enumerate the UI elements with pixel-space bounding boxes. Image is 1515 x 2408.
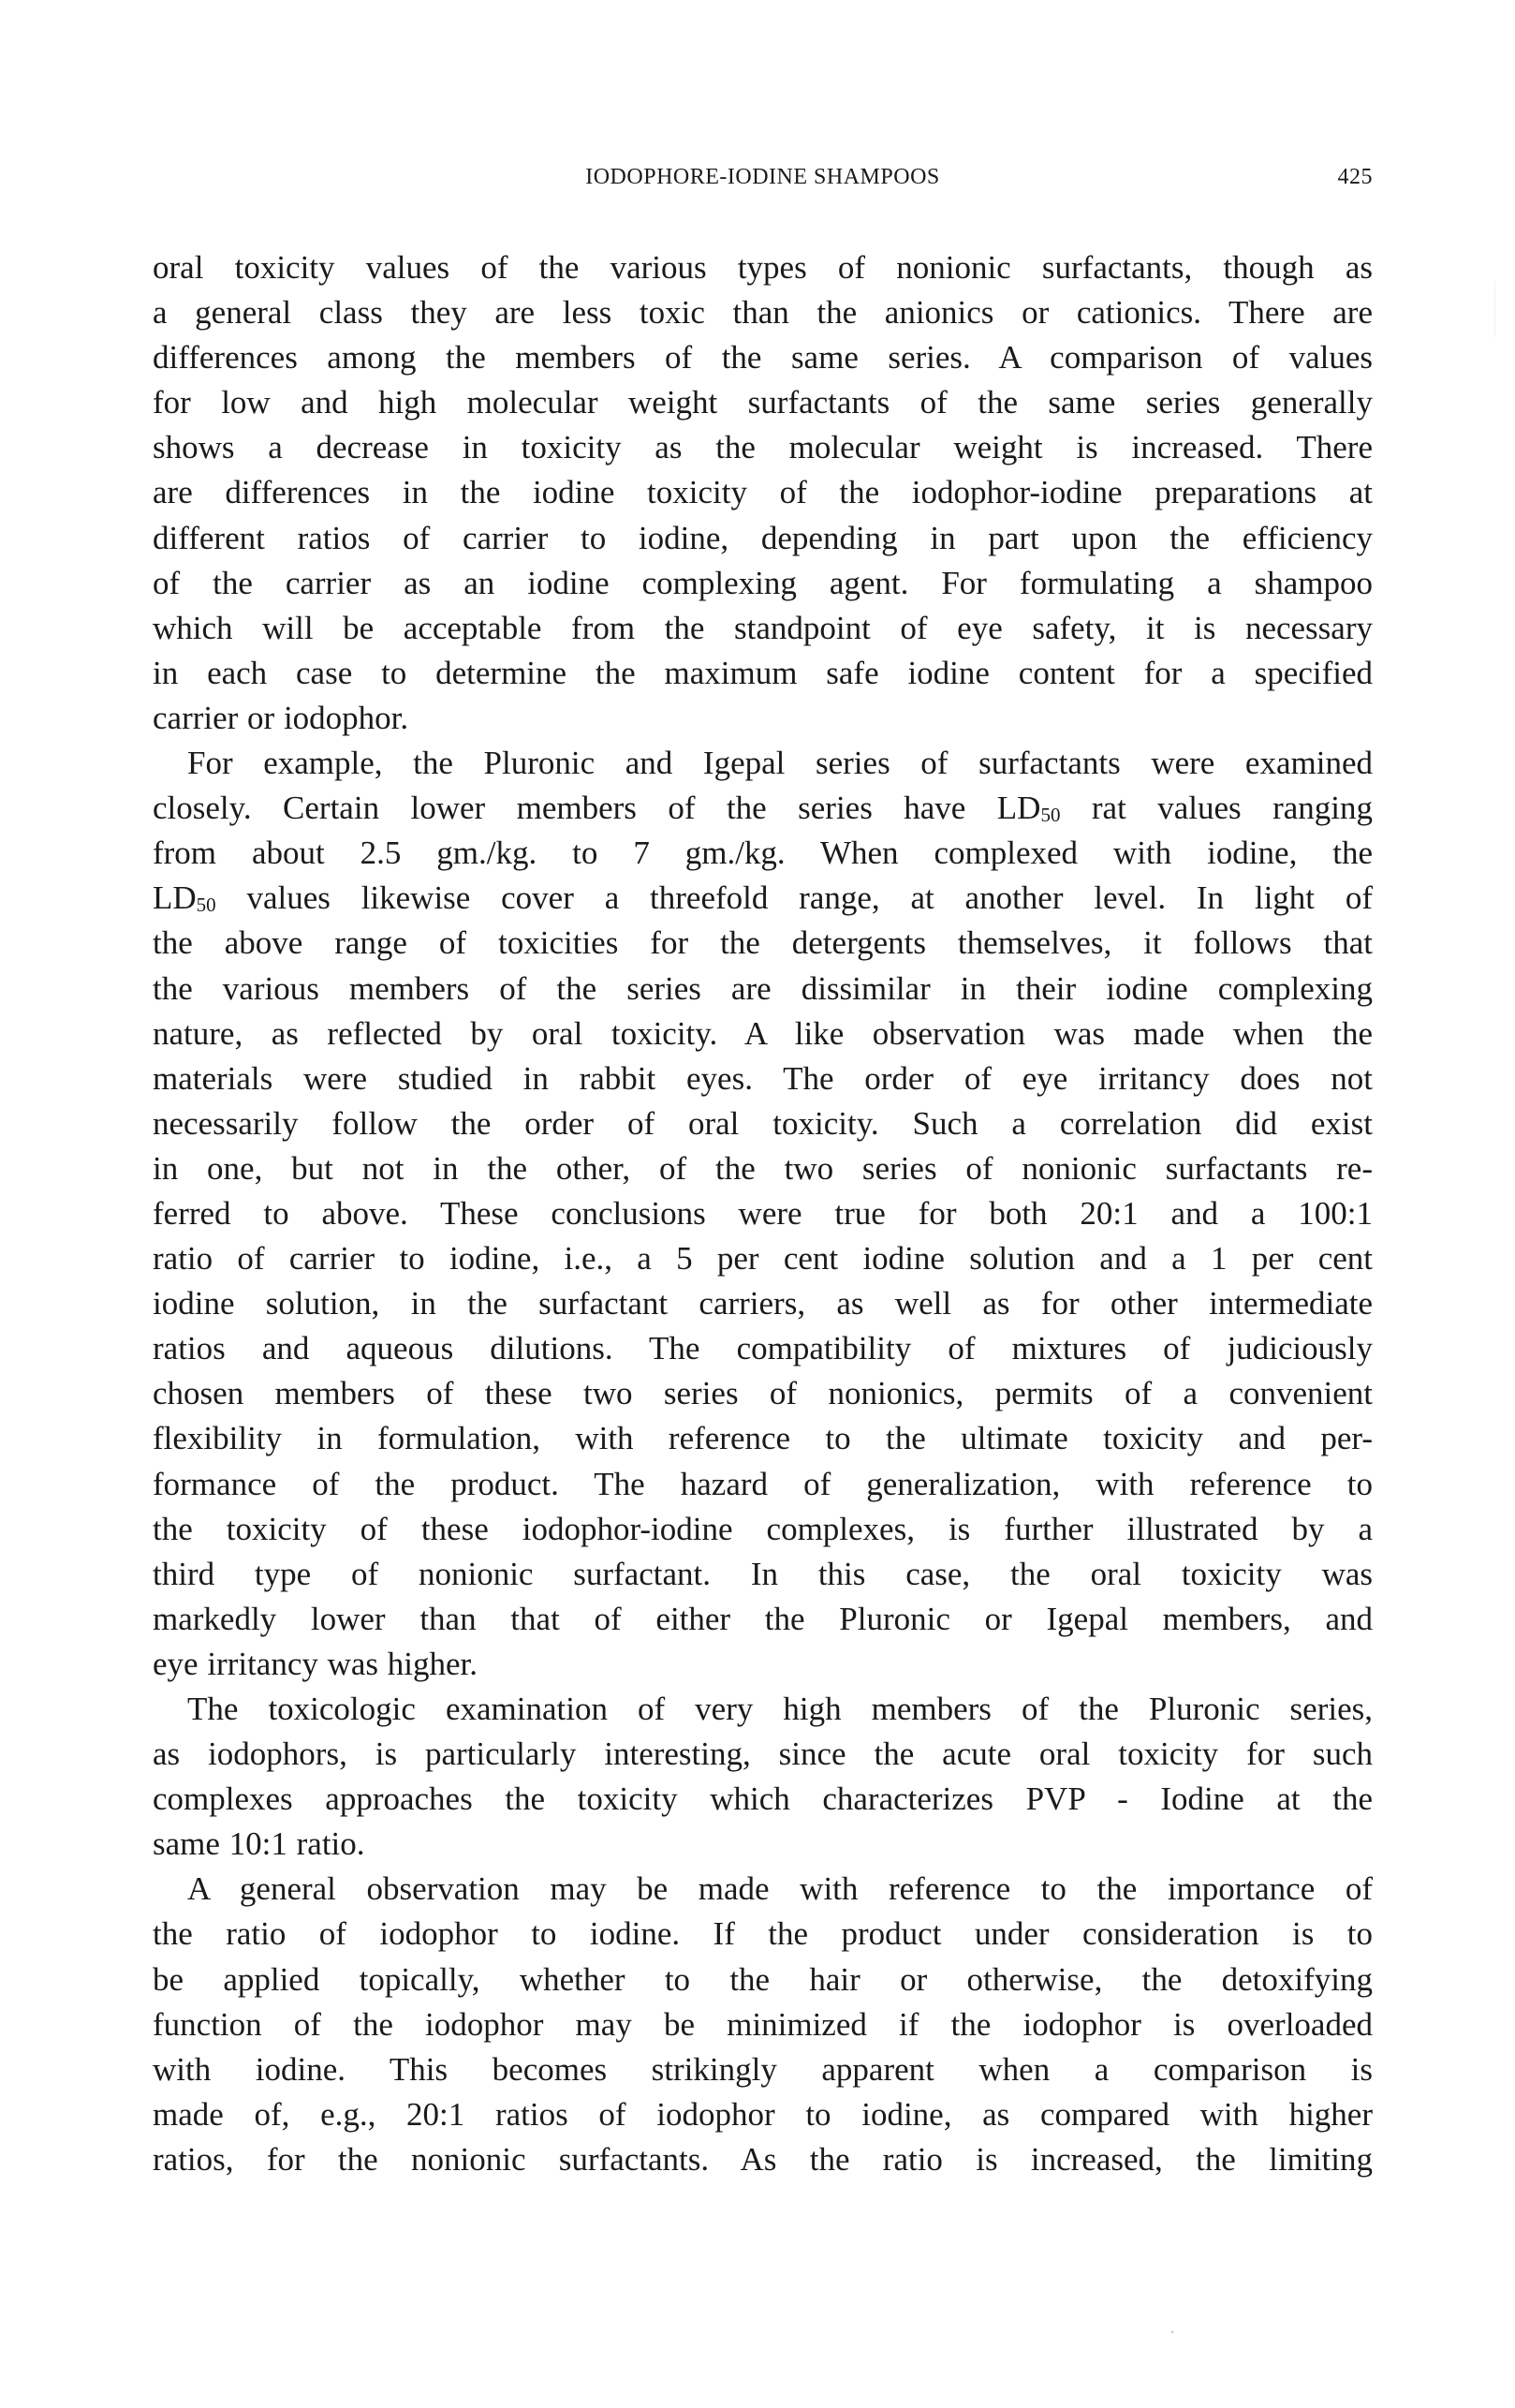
text-line: the above range of toxicities for the detergents themselves, it follows that [153,924,1373,962]
text-line: shows a decrease in toxicity as the molecular weight is increased. There [153,429,1373,466]
text-line: nature, as reflected by oral toxicity. A like observation was made when the [153,1014,1373,1052]
text-line: different ratios of carrier to iodine, depending in part upon the efficiency [153,519,1373,556]
running-head [153,165,1373,197]
text-line: necessarily follow the order of oral toxicity. Such a correlation did exist [153,1104,1373,1142]
text-line: ratios and aqueous dilutions. The compatibility of mixtures of judiciously [153,1330,1373,1367]
text-line: eye irritancy was higher. [153,1645,478,1682]
text-line: ferred to above. These conclusions were true for both 20:1 and a 100:1 [153,1194,1373,1232]
text-line: made of, e.g., 20:1 ratios of iodophor to iodine, as compared with higher [153,2095,1373,2133]
text-line: closely. Certain lower members of the series have $LD_{50}$ rat values ranging [153,790,1373,827]
paragraph [153,1687,1373,1867]
text-line: materials were studied in rabbit eyes. The order of eye irritancy does not [153,1059,1373,1097]
text-line: ratios, for the nonionic surfactants. As the ratio is increased, the limiting [153,2140,1373,2178]
text-line: the various members of the series are dissimilar in their iodine complexing [153,969,1373,1007]
text-line: function of the iodophor may be minimized if the iodophor is overloaded [153,2005,1373,2043]
text-line: markedly lower than that of either the Pluronic or Igepal members, and [153,1600,1373,1637]
text-line: The toxicologic examination of very high members of the Pluronic series, [187,1691,1373,1727]
text-line: as iodophors, is particularly interesting, since the acute oral toxicity for such [153,1736,1373,1773]
scan-speck [1171,2331,1173,2333]
text-line: differences among the members of the same series. A comparison of values [153,339,1373,377]
text-line: be applied topically, whether to the hair or otherwise, the detoxifying [153,1960,1373,1998]
paragraph [153,741,1373,1687]
text-line: $LD_{50}$ values likewise cover a threefold range, at another level. In light of [153,879,1373,917]
page-number: 425 [1337,165,1373,189]
text-line: complexes approaches the toxicity which characterizes PVP - Iodine at the [153,1780,1373,1818]
text-line: same 10:1 ratio. [153,1825,365,1863]
text-line: chosen members of these two series of nonionics, permits of a convenient [153,1375,1373,1412]
text-line: the toxicity of these iodophor-iodine complexes, is further illustrated by a [153,1510,1373,1547]
text-line: of the carrier as an iodine complexing agent. For formulating a shampoo [153,564,1373,601]
text-line: are differences in the iodine toxicity of the iodophor-iodine preparations at [153,474,1373,511]
text-line: oral toxicity values of the various types of nonionic surfactants, though as [153,249,1373,286]
text-line: carrier or iodophor. [153,699,409,736]
text-line: which will be acceptable from the standpoint of eye safety, it is necessary [153,609,1373,646]
text-line: third type of nonionic surfactant. In this case, the oral toxicity was [153,1555,1373,1592]
text-line: the ratio of iodophor to iodine. If the product under consideration is to [153,1915,1373,1953]
text-line: A general observation may be made with reference to the importance of [187,1870,1373,1908]
text-line: flexibility in formulation, with reference to the ultimate toxicity and per- [153,1420,1373,1457]
text-line: a general class they are less toxic than the anionics or cationics. There are [153,294,1373,332]
text-line: iodine solution, in the surfactant carriers, as well as for other intermediate [153,1285,1373,1322]
paragraph [153,1867,1373,2182]
text-line: from about 2.5 gm./kg. to 7 gm./kg. When complexed with iodine, the [153,835,1373,872]
text-line: formance of the product. The hazard of generalization, with reference to [153,1465,1373,1502]
text-line: with iodine. This becomes strikingly apparent when a comparison is [153,2050,1373,2088]
text-line: For example, the Pluronic and Igepal series of surfactants were examined [187,745,1373,782]
text-line: ratio of carrier to iodine, i.e., a 5 per cent iodine solution and a 1 per cent [153,1240,1373,1278]
running-title: IODOPHORE-IODINE SHAMPOOS [585,165,940,189]
paragraph [153,245,1373,741]
scan-edge-mark [1494,281,1495,337]
subscript: 50 [196,894,216,917]
body-text [153,245,1373,2182]
text-line: for low and high molecular weight surfactants of the same series generally [153,384,1373,421]
text-line: in one, but not in the other, of the two series of nonionic surfactants re- [153,1149,1373,1187]
text-line: in each case to determine the maximum safe iodine content for a specified [153,654,1373,691]
subscript: 50 [1040,804,1061,827]
